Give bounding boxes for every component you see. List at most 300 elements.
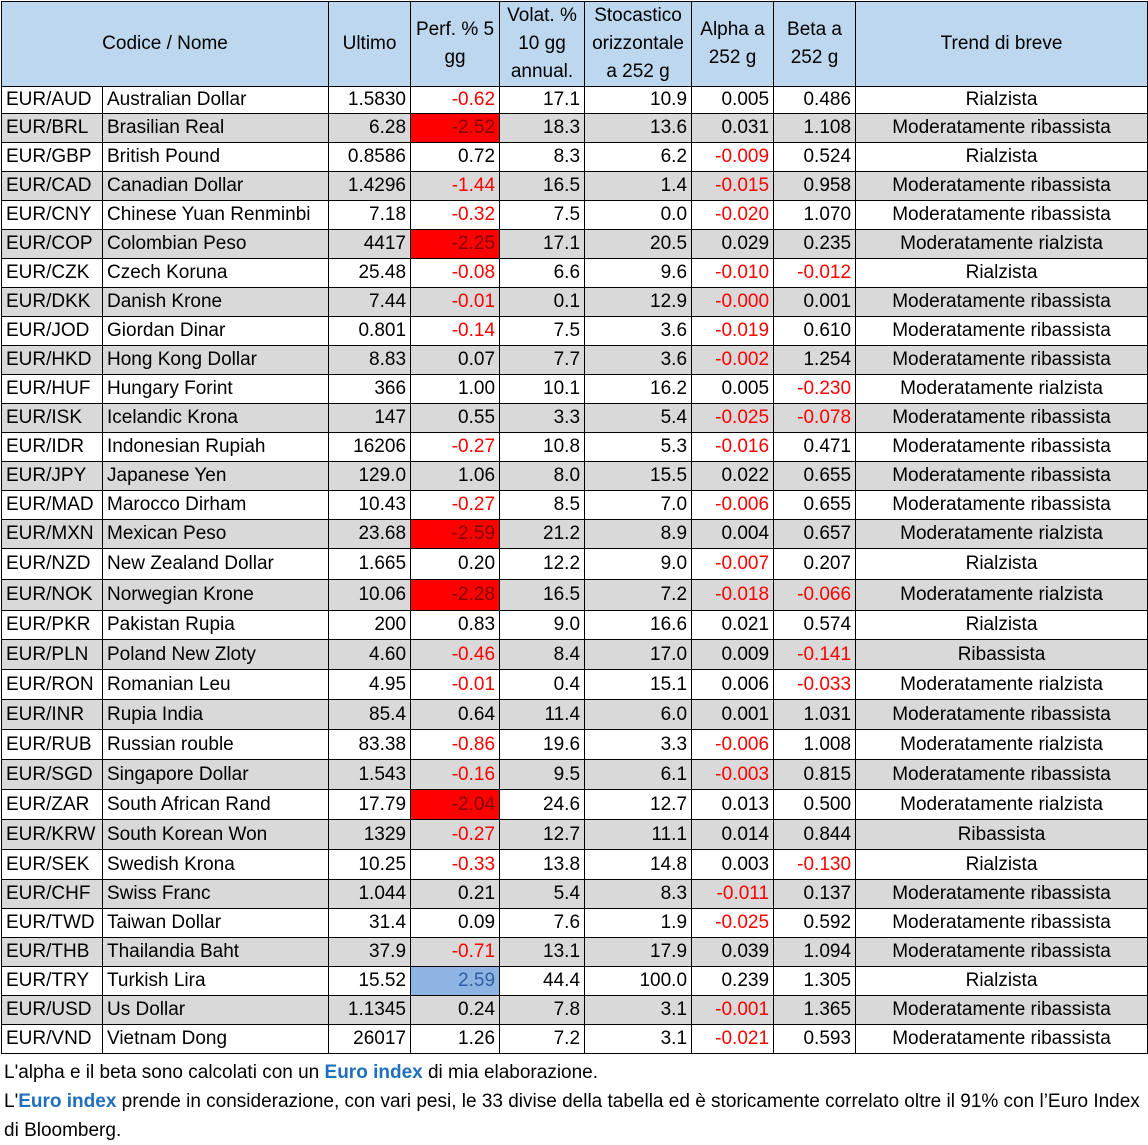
cell-trend[interactable]: Moderatamente ribassista <box>856 201 1148 230</box>
cell-name[interactable]: Chinese Yuan Renminbi <box>103 201 329 230</box>
cell-trend[interactable]: Moderatamente ribassista <box>856 288 1148 317</box>
cell-volat[interactable]: 0.4 <box>500 670 585 700</box>
cell-volat[interactable]: 16.5 <box>500 172 585 201</box>
cell-code[interactable]: EUR/AUD <box>2 87 103 114</box>
cell-ultimo[interactable]: 1.665 <box>329 549 411 580</box>
cell-code[interactable]: EUR/CHF <box>2 880 103 909</box>
cell-name[interactable]: Czech Koruna <box>103 259 329 288</box>
cell-trend[interactable]: Moderatamente rialzista <box>856 730 1148 760</box>
header-trend[interactable]: Trend di breve <box>856 2 1148 87</box>
cell-beta[interactable]: 0.844 <box>774 820 856 850</box>
cell-ultimo[interactable]: 4.95 <box>329 670 411 700</box>
cell-stocastico[interactable]: 9.0 <box>585 549 692 580</box>
cell-beta[interactable]: 0.235 <box>774 230 856 259</box>
cell-code[interactable]: EUR/TWD <box>2 909 103 938</box>
cell-perf[interactable]: -1.44 <box>411 172 500 201</box>
cell-stocastico[interactable]: 3.1 <box>585 996 692 1025</box>
cell-name[interactable]: Rupia India <box>103 700 329 730</box>
cell-ultimo[interactable]: 1329 <box>329 820 411 850</box>
cell-ultimo[interactable]: 10.43 <box>329 491 411 520</box>
cell-beta[interactable]: 1.031 <box>774 700 856 730</box>
cell-beta[interactable]: 0.001 <box>774 288 856 317</box>
cell-beta[interactable]: -0.130 <box>774 850 856 880</box>
cell-code[interactable]: EUR/USD <box>2 996 103 1025</box>
cell-trend[interactable]: Moderatamente rialzista <box>856 520 1148 549</box>
cell-ultimo[interactable]: 6.28 <box>329 114 411 143</box>
cell-ultimo[interactable]: 4417 <box>329 230 411 259</box>
cell-trend[interactable]: Rialzista <box>856 850 1148 880</box>
cell-ultimo[interactable]: 23.68 <box>329 520 411 549</box>
cell-name[interactable]: Indonesian Rupiah <box>103 433 329 462</box>
cell-beta[interactable]: -0.033 <box>774 670 856 700</box>
cell-beta[interactable]: 0.524 <box>774 143 856 172</box>
cell-perf[interactable]: 2.59 <box>411 967 500 996</box>
cell-perf[interactable]: -0.27 <box>411 433 500 462</box>
cell-name[interactable]: Norwegian Krone <box>103 580 329 611</box>
cell-beta[interactable]: 0.207 <box>774 549 856 580</box>
cell-stocastico[interactable]: 16.2 <box>585 375 692 404</box>
cell-code[interactable]: EUR/NZD <box>2 549 103 580</box>
cell-code[interactable]: EUR/DKK <box>2 288 103 317</box>
cell-code[interactable]: EUR/ISK <box>2 404 103 433</box>
cell-ultimo[interactable]: 200 <box>329 611 411 640</box>
cell-code[interactable]: EUR/SEK <box>2 850 103 880</box>
cell-code[interactable]: EUR/KRW <box>2 820 103 850</box>
cell-stocastico[interactable]: 3.6 <box>585 317 692 346</box>
cell-volat[interactable]: 7.7 <box>500 346 585 375</box>
cell-volat[interactable]: 7.6 <box>500 909 585 938</box>
cell-perf[interactable]: 0.07 <box>411 346 500 375</box>
cell-alpha[interactable]: -0.020 <box>692 201 774 230</box>
cell-alpha[interactable]: -0.003 <box>692 760 774 790</box>
cell-volat[interactable]: 9.0 <box>500 611 585 640</box>
cell-stocastico[interactable]: 7.0 <box>585 491 692 520</box>
cell-name[interactable]: Pakistan Rupia <box>103 611 329 640</box>
cell-ultimo[interactable]: 16206 <box>329 433 411 462</box>
cell-code[interactable]: EUR/IDR <box>2 433 103 462</box>
cell-volat[interactable]: 21.2 <box>500 520 585 549</box>
cell-stocastico[interactable]: 100.0 <box>585 967 692 996</box>
cell-alpha[interactable]: -0.021 <box>692 1025 774 1054</box>
cell-stocastico[interactable]: 12.7 <box>585 790 692 820</box>
cell-perf[interactable]: 0.83 <box>411 611 500 640</box>
cell-volat[interactable]: 8.3 <box>500 143 585 172</box>
cell-name[interactable]: Japanese Yen <box>103 462 329 491</box>
cell-name[interactable]: New Zealand Dollar <box>103 549 329 580</box>
cell-volat[interactable]: 0.1 <box>500 288 585 317</box>
cell-volat[interactable]: 3.3 <box>500 404 585 433</box>
cell-trend[interactable]: Moderatamente ribassista <box>856 760 1148 790</box>
cell-volat[interactable]: 7.5 <box>500 317 585 346</box>
cell-stocastico[interactable]: 16.6 <box>585 611 692 640</box>
cell-stocastico[interactable]: 8.9 <box>585 520 692 549</box>
cell-code[interactable]: EUR/VND <box>2 1025 103 1054</box>
cell-code[interactable]: EUR/HKD <box>2 346 103 375</box>
cell-trend[interactable]: Rialzista <box>856 967 1148 996</box>
cell-code[interactable]: EUR/HUF <box>2 375 103 404</box>
cell-ultimo[interactable]: 31.4 <box>329 909 411 938</box>
cell-alpha[interactable]: -0.015 <box>692 172 774 201</box>
cell-beta[interactable]: 1.254 <box>774 346 856 375</box>
cell-beta[interactable]: 0.500 <box>774 790 856 820</box>
cell-ultimo[interactable]: 1.543 <box>329 760 411 790</box>
cell-ultimo[interactable]: 26017 <box>329 1025 411 1054</box>
cell-alpha[interactable]: -0.025 <box>692 404 774 433</box>
header-volat[interactable]: Volat. % 10 gg annual. <box>500 2 585 87</box>
cell-alpha[interactable]: -0.019 <box>692 317 774 346</box>
cell-trend[interactable]: Moderatamente rialzista <box>856 580 1148 611</box>
cell-beta[interactable]: 0.815 <box>774 760 856 790</box>
cell-trend[interactable]: Moderatamente ribassista <box>856 1025 1148 1054</box>
cell-volat[interactable]: 7.2 <box>500 1025 585 1054</box>
cell-name[interactable]: Brasilian Real <box>103 114 329 143</box>
cell-perf[interactable]: 0.55 <box>411 404 500 433</box>
cell-name[interactable]: Singapore Dollar <box>103 760 329 790</box>
cell-volat[interactable]: 24.6 <box>500 790 585 820</box>
header-perf[interactable]: Perf. % 5 gg <box>411 2 500 87</box>
cell-volat[interactable]: 5.4 <box>500 880 585 909</box>
cell-code[interactable]: EUR/INR <box>2 700 103 730</box>
cell-trend[interactable]: Moderatamente ribassista <box>856 172 1148 201</box>
cell-volat[interactable]: 12.2 <box>500 549 585 580</box>
cell-ultimo[interactable]: 25.48 <box>329 259 411 288</box>
cell-perf[interactable]: -0.01 <box>411 288 500 317</box>
cell-volat[interactable]: 6.6 <box>500 259 585 288</box>
cell-volat[interactable]: 10.8 <box>500 433 585 462</box>
cell-perf[interactable]: 0.09 <box>411 909 500 938</box>
cell-stocastico[interactable]: 8.3 <box>585 880 692 909</box>
cell-ultimo[interactable]: 4.60 <box>329 640 411 670</box>
cell-alpha[interactable]: -0.000 <box>692 288 774 317</box>
cell-ultimo[interactable]: 10.25 <box>329 850 411 880</box>
cell-beta[interactable]: 1.094 <box>774 938 856 967</box>
cell-beta[interactable]: 1.108 <box>774 114 856 143</box>
cell-ultimo[interactable]: 0.801 <box>329 317 411 346</box>
cell-trend[interactable]: Moderatamente ribassista <box>856 462 1148 491</box>
cell-name[interactable]: Colombian Peso <box>103 230 329 259</box>
cell-alpha[interactable]: -0.011 <box>692 880 774 909</box>
cell-trend[interactable]: Moderatamente rialzista <box>856 375 1148 404</box>
cell-volat[interactable]: 17.1 <box>500 230 585 259</box>
cell-stocastico[interactable]: 6.2 <box>585 143 692 172</box>
cell-stocastico[interactable]: 10.9 <box>585 87 692 114</box>
cell-perf[interactable]: -0.33 <box>411 850 500 880</box>
cell-stocastico[interactable]: 6.1 <box>585 760 692 790</box>
cell-ultimo[interactable]: 15.52 <box>329 967 411 996</box>
cell-alpha[interactable]: 0.239 <box>692 967 774 996</box>
cell-alpha[interactable]: -0.009 <box>692 143 774 172</box>
cell-code[interactable]: EUR/JOD <box>2 317 103 346</box>
cell-ultimo[interactable]: 10.06 <box>329 580 411 611</box>
cell-ultimo[interactable]: 1.5830 <box>329 87 411 114</box>
cell-ultimo[interactable]: 147 <box>329 404 411 433</box>
cell-name[interactable]: Taiwan Dollar <box>103 909 329 938</box>
cell-beta[interactable]: 0.958 <box>774 172 856 201</box>
cell-code[interactable]: EUR/PKR <box>2 611 103 640</box>
cell-trend[interactable]: Moderatamente ribassista <box>856 346 1148 375</box>
cell-name[interactable]: South Korean Won <box>103 820 329 850</box>
cell-trend[interactable]: Moderatamente ribassista <box>856 114 1148 143</box>
cell-volat[interactable]: 44.4 <box>500 967 585 996</box>
cell-alpha[interactable]: -0.010 <box>692 259 774 288</box>
cell-name[interactable]: Hong Kong Dollar <box>103 346 329 375</box>
cell-code[interactable]: EUR/JPY <box>2 462 103 491</box>
cell-ultimo[interactable]: 1.4296 <box>329 172 411 201</box>
cell-stocastico[interactable]: 1.9 <box>585 909 692 938</box>
cell-perf[interactable]: -0.27 <box>411 820 500 850</box>
cell-volat[interactable]: 13.1 <box>500 938 585 967</box>
cell-stocastico[interactable]: 6.0 <box>585 700 692 730</box>
cell-volat[interactable]: 16.5 <box>500 580 585 611</box>
cell-stocastico[interactable]: 5.3 <box>585 433 692 462</box>
cell-name[interactable]: Australian Dollar <box>103 87 329 114</box>
cell-stocastico[interactable]: 11.1 <box>585 820 692 850</box>
cell-code[interactable]: EUR/RON <box>2 670 103 700</box>
cell-name[interactable]: Us Dollar <box>103 996 329 1025</box>
cell-code[interactable]: EUR/CZK <box>2 259 103 288</box>
cell-ultimo[interactable]: 17.79 <box>329 790 411 820</box>
cell-trend[interactable]: Moderatamente rialzista <box>856 230 1148 259</box>
cell-stocastico[interactable]: 1.4 <box>585 172 692 201</box>
header-beta[interactable]: Beta a 252 g <box>774 2 856 87</box>
cell-volat[interactable]: 17.1 <box>500 87 585 114</box>
header-alpha[interactable]: Alpha a 252 g <box>692 2 774 87</box>
cell-code[interactable]: EUR/ZAR <box>2 790 103 820</box>
cell-stocastico[interactable]: 15.1 <box>585 670 692 700</box>
cell-beta[interactable]: 0.137 <box>774 880 856 909</box>
cell-volat[interactable]: 11.4 <box>500 700 585 730</box>
cell-name[interactable]: British Pound <box>103 143 329 172</box>
cell-code[interactable]: EUR/NOK <box>2 580 103 611</box>
cell-volat[interactable]: 9.5 <box>500 760 585 790</box>
cell-name[interactable]: Romanian Leu <box>103 670 329 700</box>
cell-stocastico[interactable]: 3.1 <box>585 1025 692 1054</box>
cell-trend[interactable]: Ribassista <box>856 640 1148 670</box>
cell-alpha[interactable]: -0.025 <box>692 909 774 938</box>
cell-beta[interactable]: 0.592 <box>774 909 856 938</box>
cell-trend[interactable]: Moderatamente ribassista <box>856 700 1148 730</box>
cell-stocastico[interactable]: 13.6 <box>585 114 692 143</box>
cell-name[interactable]: Icelandic Krona <box>103 404 329 433</box>
cell-stocastico[interactable]: 15.5 <box>585 462 692 491</box>
cell-volat[interactable]: 8.5 <box>500 491 585 520</box>
cell-volat[interactable]: 19.6 <box>500 730 585 760</box>
cell-trend[interactable]: Rialzista <box>856 611 1148 640</box>
cell-volat[interactable]: 10.1 <box>500 375 585 404</box>
cell-trend[interactable]: Moderatamente ribassista <box>856 317 1148 346</box>
cell-beta[interactable]: 0.655 <box>774 491 856 520</box>
cell-name[interactable]: South African Rand <box>103 790 329 820</box>
cell-perf[interactable]: 1.06 <box>411 462 500 491</box>
cell-alpha[interactable]: 0.039 <box>692 938 774 967</box>
cell-stocastico[interactable]: 20.5 <box>585 230 692 259</box>
cell-perf[interactable]: -0.46 <box>411 640 500 670</box>
cell-code[interactable]: EUR/CNY <box>2 201 103 230</box>
cell-ultimo[interactable]: 8.83 <box>329 346 411 375</box>
cell-stocastico[interactable]: 5.4 <box>585 404 692 433</box>
cell-beta[interactable]: 0.471 <box>774 433 856 462</box>
cell-stocastico[interactable]: 9.6 <box>585 259 692 288</box>
cell-name[interactable]: Vietnam Dong <box>103 1025 329 1054</box>
cell-perf[interactable]: -0.14 <box>411 317 500 346</box>
cell-perf[interactable]: 1.26 <box>411 1025 500 1054</box>
cell-beta[interactable]: 0.657 <box>774 520 856 549</box>
cell-code[interactable]: EUR/GBP <box>2 143 103 172</box>
cell-ultimo[interactable]: 1.044 <box>329 880 411 909</box>
cell-ultimo[interactable]: 366 <box>329 375 411 404</box>
cell-name[interactable]: Turkish Lira <box>103 967 329 996</box>
cell-stocastico[interactable]: 17.0 <box>585 640 692 670</box>
cell-stocastico[interactable]: 0.0 <box>585 201 692 230</box>
cell-stocastico[interactable]: 14.8 <box>585 850 692 880</box>
cell-stocastico[interactable]: 12.9 <box>585 288 692 317</box>
cell-alpha[interactable]: 0.021 <box>692 611 774 640</box>
cell-stocastico[interactable]: 7.2 <box>585 580 692 611</box>
cell-perf[interactable]: -2.25 <box>411 230 500 259</box>
cell-trend[interactable]: Moderatamente ribassista <box>856 491 1148 520</box>
cell-perf[interactable]: -0.01 <box>411 670 500 700</box>
cell-code[interactable]: EUR/PLN <box>2 640 103 670</box>
cell-trend[interactable]: Moderatamente rialzista <box>856 670 1148 700</box>
cell-name[interactable]: Thailandia Baht <box>103 938 329 967</box>
cell-trend[interactable]: Moderatamente ribassista <box>856 433 1148 462</box>
cell-perf[interactable]: -0.62 <box>411 87 500 114</box>
cell-alpha[interactable]: -0.006 <box>692 730 774 760</box>
cell-volat[interactable]: 12.7 <box>500 820 585 850</box>
cell-code[interactable]: EUR/COP <box>2 230 103 259</box>
cell-alpha[interactable]: 0.005 <box>692 87 774 114</box>
cell-beta[interactable]: 1.008 <box>774 730 856 760</box>
cell-volat[interactable]: 13.8 <box>500 850 585 880</box>
cell-name[interactable]: Hungary Forint <box>103 375 329 404</box>
cell-perf[interactable]: -2.52 <box>411 114 500 143</box>
cell-name[interactable]: Swiss Franc <box>103 880 329 909</box>
cell-name[interactable]: Poland New Zloty <box>103 640 329 670</box>
cell-beta[interactable]: 1.365 <box>774 996 856 1025</box>
cell-code[interactable]: EUR/MXN <box>2 520 103 549</box>
cell-alpha[interactable]: 0.004 <box>692 520 774 549</box>
cell-perf[interactable]: -0.86 <box>411 730 500 760</box>
cell-beta[interactable]: -0.012 <box>774 259 856 288</box>
cell-perf[interactable]: -2.04 <box>411 790 500 820</box>
cell-alpha[interactable]: 0.006 <box>692 670 774 700</box>
cell-perf[interactable]: -0.32 <box>411 201 500 230</box>
cell-perf[interactable]: -0.16 <box>411 760 500 790</box>
cell-alpha[interactable]: 0.009 <box>692 640 774 670</box>
cell-beta[interactable]: 0.593 <box>774 1025 856 1054</box>
cell-alpha[interactable]: 0.031 <box>692 114 774 143</box>
cell-perf[interactable]: -0.71 <box>411 938 500 967</box>
cell-trend[interactable]: Moderatamente ribassista <box>856 880 1148 909</box>
cell-perf[interactable]: -2.59 <box>411 520 500 549</box>
cell-code[interactable]: EUR/RUB <box>2 730 103 760</box>
cell-perf[interactable]: -0.08 <box>411 259 500 288</box>
cell-trend[interactable]: Moderatamente rialzista <box>856 790 1148 820</box>
cell-alpha[interactable]: -0.016 <box>692 433 774 462</box>
cell-stocastico[interactable]: 3.3 <box>585 730 692 760</box>
header-stocastico[interactable]: Stocastico orizzontale a 252 g <box>585 2 692 87</box>
cell-beta[interactable]: 1.305 <box>774 967 856 996</box>
cell-name[interactable]: Canadian Dollar <box>103 172 329 201</box>
cell-ultimo[interactable]: 37.9 <box>329 938 411 967</box>
cell-code[interactable]: EUR/TRY <box>2 967 103 996</box>
cell-ultimo[interactable]: 0.8586 <box>329 143 411 172</box>
cell-name[interactable]: Giordan Dinar <box>103 317 329 346</box>
cell-beta[interactable]: -0.066 <box>774 580 856 611</box>
cell-alpha[interactable]: -0.007 <box>692 549 774 580</box>
cell-trend[interactable]: Rialzista <box>856 259 1148 288</box>
cell-code[interactable]: EUR/SGD <box>2 760 103 790</box>
cell-ultimo[interactable]: 85.4 <box>329 700 411 730</box>
cell-name[interactable]: Swedish Krona <box>103 850 329 880</box>
cell-alpha[interactable]: 0.005 <box>692 375 774 404</box>
cell-trend[interactable]: Moderatamente ribassista <box>856 909 1148 938</box>
cell-beta[interactable]: 0.655 <box>774 462 856 491</box>
cell-alpha[interactable]: 0.001 <box>692 700 774 730</box>
cell-alpha[interactable]: 0.013 <box>692 790 774 820</box>
cell-trend[interactable]: Rialzista <box>856 143 1148 172</box>
cell-name[interactable]: Mexican Peso <box>103 520 329 549</box>
header-ultimo[interactable]: Ultimo <box>329 2 411 87</box>
cell-code[interactable]: EUR/CAD <box>2 172 103 201</box>
cell-volat[interactable]: 18.3 <box>500 114 585 143</box>
cell-stocastico[interactable]: 17.9 <box>585 938 692 967</box>
cell-trend[interactable]: Ribassista <box>856 820 1148 850</box>
cell-perf[interactable]: 0.21 <box>411 880 500 909</box>
cell-stocastico[interactable]: 3.6 <box>585 346 692 375</box>
header-codice-nome[interactable]: Codice / Nome <box>2 2 329 87</box>
cell-beta[interactable]: 0.486 <box>774 87 856 114</box>
cell-beta[interactable]: -0.078 <box>774 404 856 433</box>
cell-ultimo[interactable]: 7.44 <box>329 288 411 317</box>
cell-trend[interactable]: Rialzista <box>856 549 1148 580</box>
cell-alpha[interactable]: -0.006 <box>692 491 774 520</box>
cell-beta[interactable]: -0.230 <box>774 375 856 404</box>
cell-alpha[interactable]: 0.022 <box>692 462 774 491</box>
cell-trend[interactable]: Moderatamente ribassista <box>856 404 1148 433</box>
cell-ultimo[interactable]: 83.38 <box>329 730 411 760</box>
cell-name[interactable]: Marocco Dirham <box>103 491 329 520</box>
cell-perf[interactable]: -2.28 <box>411 580 500 611</box>
cell-trend[interactable]: Moderatamente ribassista <box>856 938 1148 967</box>
cell-beta[interactable]: 0.574 <box>774 611 856 640</box>
cell-volat[interactable]: 8.0 <box>500 462 585 491</box>
cell-ultimo[interactable]: 1.1345 <box>329 996 411 1025</box>
cell-perf[interactable]: 1.00 <box>411 375 500 404</box>
cell-alpha[interactable]: 0.003 <box>692 850 774 880</box>
cell-code[interactable]: EUR/THB <box>2 938 103 967</box>
cell-alpha[interactable]: 0.014 <box>692 820 774 850</box>
cell-alpha[interactable]: -0.018 <box>692 580 774 611</box>
cell-trend[interactable]: Moderatamente ribassista <box>856 996 1148 1025</box>
cell-perf[interactable]: 0.20 <box>411 549 500 580</box>
cell-ultimo[interactable]: 129.0 <box>329 462 411 491</box>
cell-alpha[interactable]: -0.002 <box>692 346 774 375</box>
cell-alpha[interactable]: -0.001 <box>692 996 774 1025</box>
cell-perf[interactable]: 0.64 <box>411 700 500 730</box>
cell-volat[interactable]: 8.4 <box>500 640 585 670</box>
cell-volat[interactable]: 7.5 <box>500 201 585 230</box>
cell-perf[interactable]: -0.27 <box>411 491 500 520</box>
cell-code[interactable]: EUR/BRL <box>2 114 103 143</box>
cell-ultimo[interactable]: 7.18 <box>329 201 411 230</box>
cell-code[interactable]: EUR/MAD <box>2 491 103 520</box>
cell-trend[interactable]: Rialzista <box>856 87 1148 114</box>
cell-name[interactable]: Russian rouble <box>103 730 329 760</box>
cell-volat[interactable]: 7.8 <box>500 996 585 1025</box>
cell-beta[interactable]: -0.141 <box>774 640 856 670</box>
cell-alpha[interactable]: 0.029 <box>692 230 774 259</box>
